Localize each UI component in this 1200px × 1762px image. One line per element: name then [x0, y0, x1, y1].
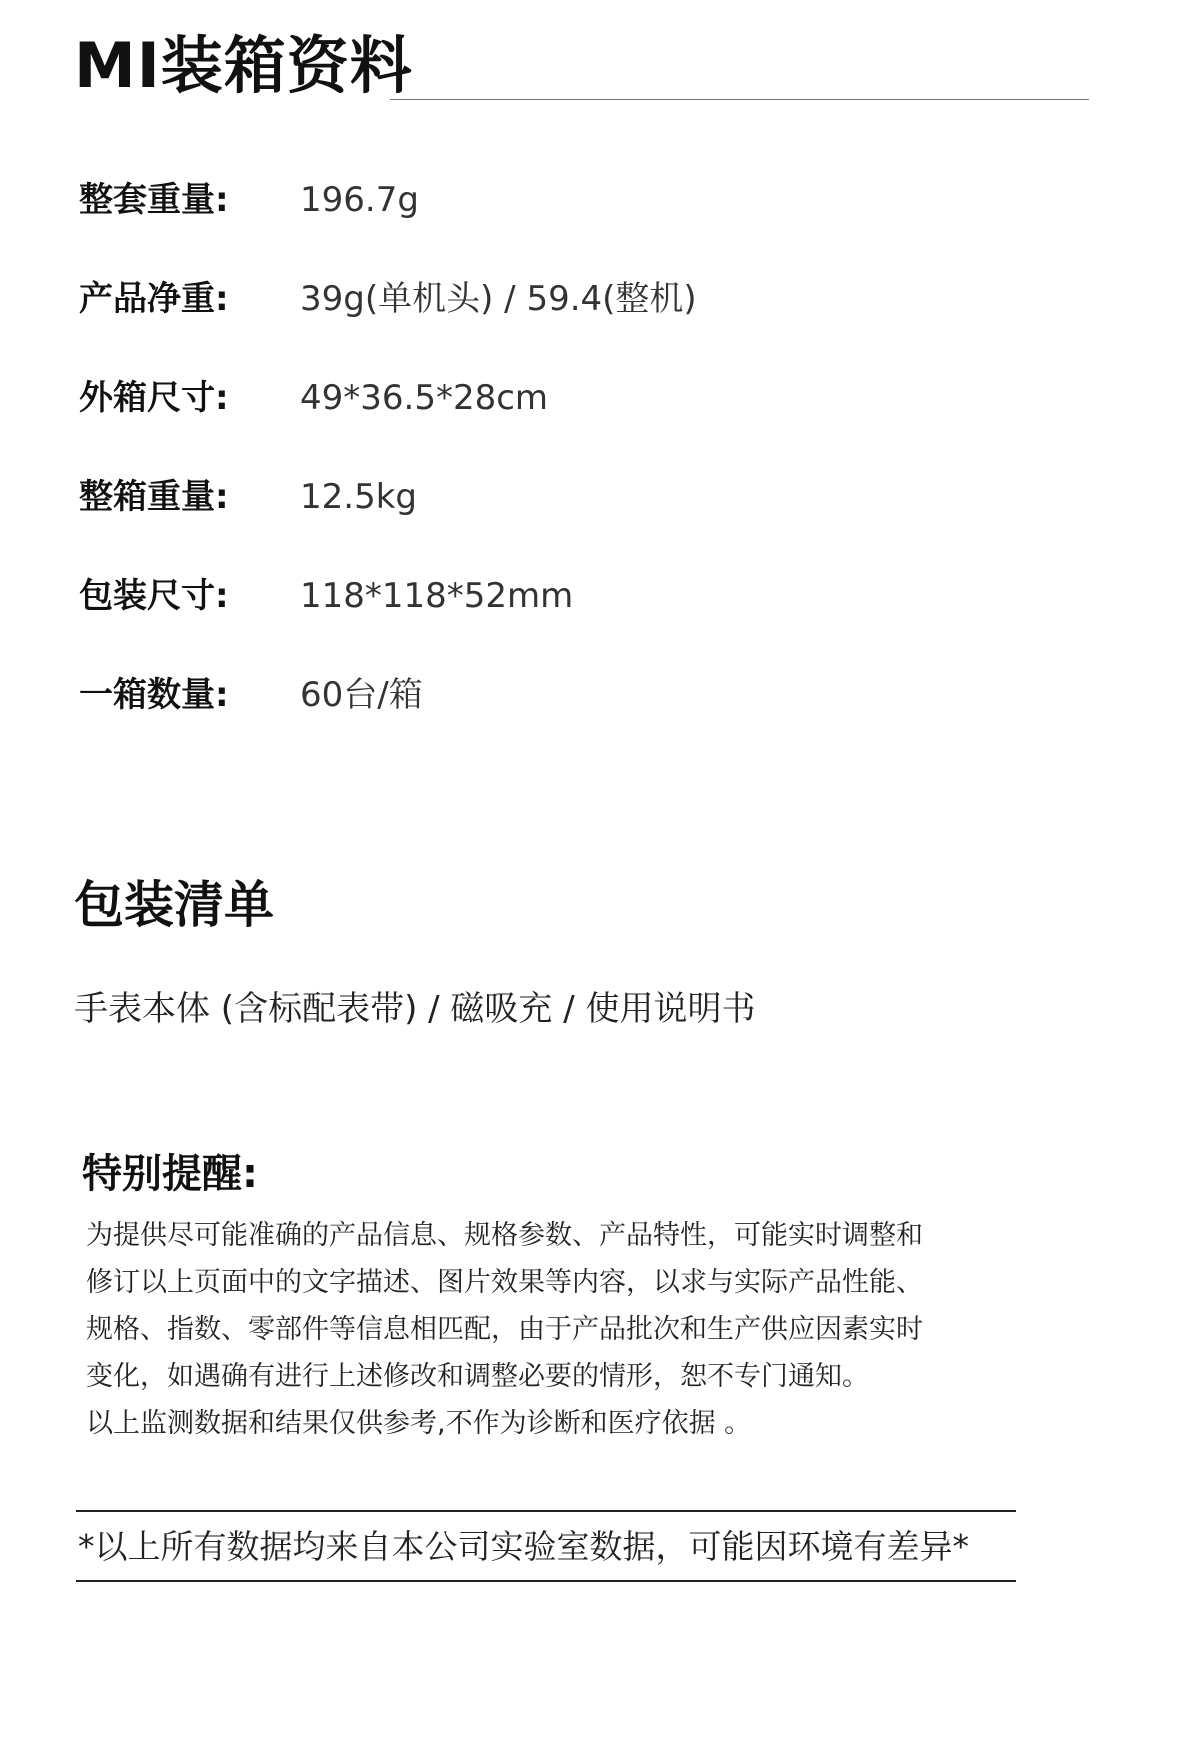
- notice-title: 特别提醒:: [82, 1151, 258, 1197]
- spec-row-package-size: [79, 571, 979, 621]
- spec-value: 12.5kg: [300, 477, 417, 517]
- notice-line: 变化，如遇确有进行上述修改和调整必要的情形，恕不专门通知。: [86, 1361, 869, 1392]
- footnote-top-rule: [76, 1510, 1016, 1512]
- notice-line: 以上监测数据和结果仅供参考,不作为诊断和医疗依据 。: [86, 1408, 752, 1439]
- spec-value: 39g(单机头) / 59.4(整机): [300, 279, 697, 319]
- title-row: [74, 28, 1089, 103]
- notice-line: 修订以上页面中的文字描述、图片效果等内容，以求与实际产品性能、: [86, 1267, 923, 1298]
- packing-list-items: 手表本体 (含标配表带) / 磁吸充 / 使用说明书: [74, 989, 756, 1029]
- notice-line: 为提供尽可能准确的产品信息、规格参数、产品特性，可能实时调整和: [86, 1220, 923, 1251]
- spec-label: 整箱重量:: [79, 477, 229, 517]
- packing-list-title: 包装清单: [74, 876, 274, 934]
- spec-row-quantity-per-carton: [79, 670, 979, 720]
- page-title: MI装箱资料: [74, 29, 413, 102]
- notice-line: 规格、指数、零部件等信息相匹配，由于产品批次和生产供应因素实时: [86, 1314, 923, 1345]
- spec-value: 60台/箱: [300, 675, 423, 715]
- spec-row-net-weight: [79, 274, 979, 324]
- spec-label: 外箱尺寸:: [79, 378, 229, 418]
- spec-row-set-weight: [79, 175, 979, 225]
- spec-label: 一箱数量:: [79, 675, 229, 715]
- title-divider: [390, 99, 1089, 100]
- spec-value: 196.7g: [300, 180, 419, 220]
- spec-value: 118*118*52mm: [300, 576, 574, 616]
- spec-label: 整套重量:: [79, 180, 229, 220]
- spec-value: 49*36.5*28cm: [300, 378, 549, 418]
- spec-label: 包装尺寸:: [79, 576, 229, 616]
- spec-row-carton-weight: [79, 472, 979, 522]
- spec-row-carton-size: [79, 373, 979, 423]
- spec-label: 产品净重:: [79, 279, 229, 319]
- footnote: *以上所有数据均来自本公司实验室数据，可能因环境有差异*: [78, 1527, 969, 1566]
- footnote-bottom-rule: [76, 1580, 1016, 1582]
